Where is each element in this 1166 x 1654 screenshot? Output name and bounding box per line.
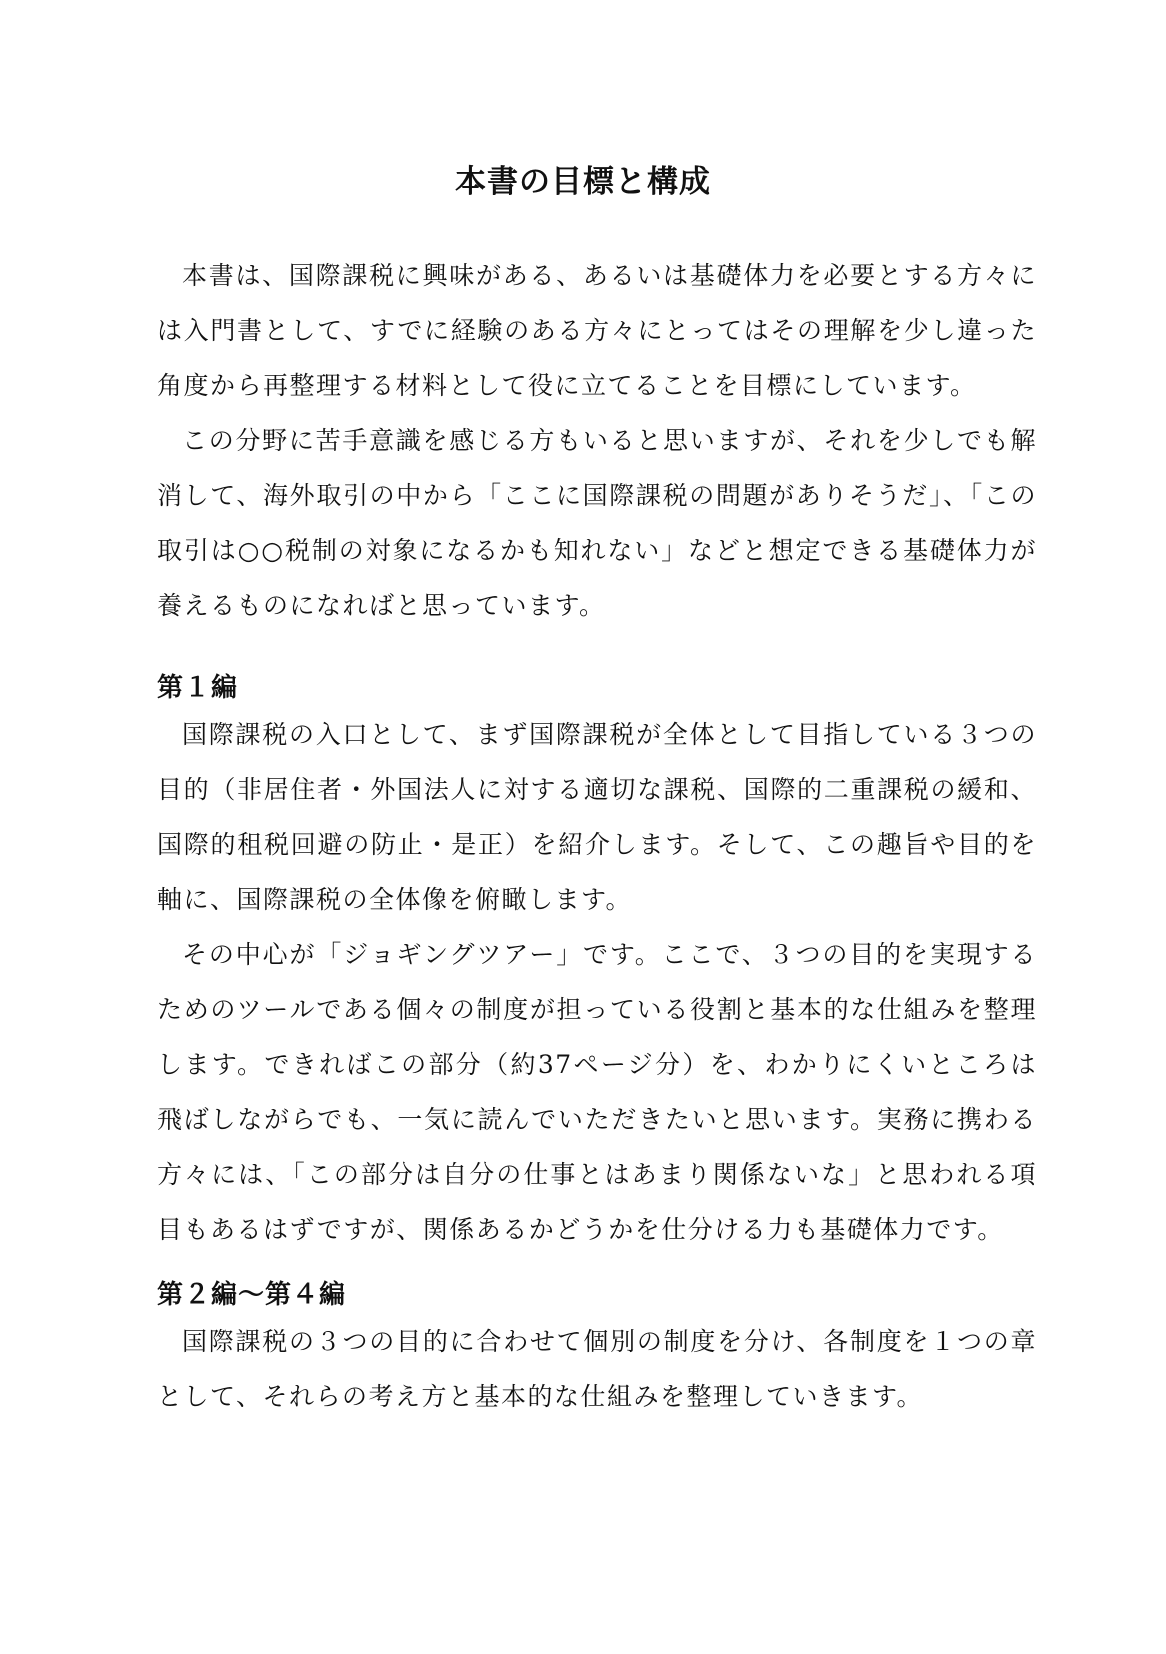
section-heading-part1: 第１編 xyxy=(157,673,239,703)
intro-paragraph: この分野に苦手意識を感じる方もいると思いますが、それを少しでも解消して、海外取引の中から「ここに国際課税の問題がありそうだ」、「この取引は○○税制の対象になるかも知れない」などと想定できる基礎体力が養えるものになればと思っています。 xyxy=(157,426,1037,620)
page-title: 本書の目標と構成 xyxy=(455,164,711,200)
part2-4-section xyxy=(157,1314,1037,1424)
intro-section xyxy=(157,248,1037,633)
part2-4-paragraph: 国際課税の３つの目的に合わせて個別の制度を分け、各制度を１つの章として、それらの考え方と基本的な仕組みを整理していきます。 xyxy=(157,1327,1037,1411)
part1-section xyxy=(157,707,1037,1257)
intro-paragraph: 本書は、国際課税に興味がある、あるいは基礎体力を必要とする方々には入門書として、すでに経験のある方々にとってはその理解を少し違った角度から再整理する材料として役に立てることを目標にしています。 xyxy=(157,261,1037,400)
part1-paragraph: 国際課税の入口として、まず国際課税が全体として目指している３つの目的（非居住者・外国法人に対する適切な課税、国際的二重課税の緩和、国際的租税回避の防止・是正）を紹介します。そして、この趣旨や目的を軸に、国際課税の全体像を俯瞰します。 xyxy=(157,720,1037,914)
part1-paragraph: その中心が「ジョギングツアー」です。ここで、３つの目的を実現するためのツールである個々の制度が担っている役割と基本的な仕組みを整理します。できればこの部分（約37ページ分）を、わかりにくいところは飛ばしながらでも、一気に読んでいただきたいと思います。実務に携わる方々には、「この部分は自分の仕事とはあまり関係ないな」と思われる項目もあるはずですが、関係あるかどうかを仕分ける力も基礎体力です。 xyxy=(157,940,1037,1244)
section-heading-part2-4: 第２編〜第４編 xyxy=(157,1280,347,1310)
